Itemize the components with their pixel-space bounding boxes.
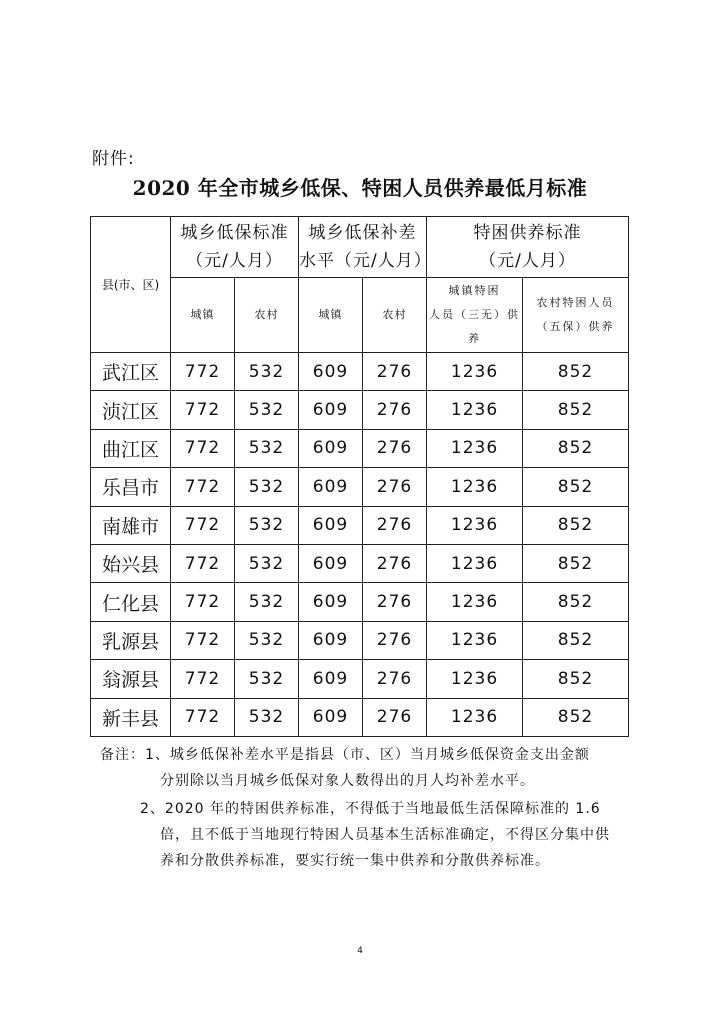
standards-table (90, 216, 629, 737)
county-cell: 始兴县 (91, 544, 171, 582)
subheader-line: 养 (468, 332, 482, 345)
value-cell: 276 (363, 698, 427, 736)
group-header-line: （元/人月） (479, 251, 576, 271)
value-cell: 772 (171, 660, 235, 698)
value-cell: 532 (235, 583, 299, 621)
table-row (91, 698, 629, 736)
table-row (91, 583, 629, 621)
value-cell: 852 (523, 506, 629, 544)
value-cell: 276 (363, 429, 427, 467)
subheader-rural: 农村 (363, 278, 427, 353)
county-cell: 浈江区 (91, 391, 171, 429)
value-cell: 852 (523, 698, 629, 736)
subheader-line: 农村特困人员 (536, 296, 615, 309)
value-cell: 1236 (427, 391, 523, 429)
table-row (91, 544, 629, 582)
subheader-urban: 城镇 (171, 278, 235, 353)
value-cell: 1236 (427, 660, 523, 698)
county-cell: 武江区 (91, 353, 171, 391)
value-cell: 609 (299, 429, 363, 467)
county-cell: 仁化县 (91, 583, 171, 621)
group-header-special-support (427, 217, 629, 278)
value-cell: 852 (523, 660, 629, 698)
value-cell: 772 (171, 506, 235, 544)
county-cell: 翁源县 (91, 660, 171, 698)
notes-section (100, 742, 630, 874)
value-cell: 532 (235, 391, 299, 429)
table-row (91, 353, 629, 391)
subheader-line: 人员（三无）供 (429, 308, 521, 321)
note-2-line: 2、2020 年的特困供养标准，不得低于当地最低生活保障标准的 1.6 (140, 801, 601, 817)
county-cell: 乳源县 (91, 621, 171, 659)
value-cell: 276 (363, 621, 427, 659)
value-cell: 1236 (427, 544, 523, 582)
value-cell: 1236 (427, 468, 523, 506)
value-cell: 276 (363, 660, 427, 698)
subheader-urban: 城镇 (299, 278, 363, 353)
table-row (91, 468, 629, 506)
county-cell: 乐昌市 (91, 468, 171, 506)
page-number: 4 (357, 946, 363, 956)
value-cell: 1236 (427, 506, 523, 544)
note-1-line: 备注：1、城乡低保补差水平是指县（市、区）当月城乡低保资金支出金额 (100, 747, 590, 763)
value-cell: 852 (523, 621, 629, 659)
value-cell: 532 (235, 660, 299, 698)
value-cell: 276 (363, 544, 427, 582)
table-row (91, 391, 629, 429)
note-1-continuation: 分别除以当月城乡低保对象人数得出的月人均补差水平。 (160, 773, 535, 789)
value-cell: 1236 (427, 698, 523, 736)
value-cell: 772 (171, 583, 235, 621)
value-cell: 609 (299, 353, 363, 391)
note-2-continuation: 养和分散供养标准，要实行统一集中供养和分散供养标准。 (160, 853, 550, 869)
value-cell: 532 (235, 468, 299, 506)
table-header-row-2 (91, 278, 629, 353)
value-cell: 276 (363, 506, 427, 544)
group-header-line: （元/人月） (186, 251, 283, 271)
value-cell: 609 (299, 506, 363, 544)
county-cell: 南雄市 (91, 506, 171, 544)
value-cell: 772 (171, 621, 235, 659)
note-2-continuation: 倍，且不低于当地现行特困人员基本生活标准确定，不得区分集中供 (160, 827, 610, 843)
value-cell: 852 (523, 429, 629, 467)
group-header-minimum-living-standard (171, 217, 299, 278)
value-cell: 532 (235, 429, 299, 467)
table-row (91, 429, 629, 467)
value-cell: 609 (299, 583, 363, 621)
value-cell: 772 (171, 391, 235, 429)
value-cell: 609 (299, 468, 363, 506)
value-cell: 852 (523, 391, 629, 429)
subheader-line: （五保）供养 (536, 320, 615, 333)
page-title: 2020 年全市城乡低保、特困人员供养最低月标准 (132, 176, 588, 200)
group-header-line: 特困供养标准 (473, 223, 582, 243)
subheader-urban-special (427, 278, 523, 353)
subheader-rural-special (523, 278, 629, 353)
value-cell: 532 (235, 544, 299, 582)
group-header-line: 城乡低保标准 (180, 223, 289, 243)
value-cell: 532 (235, 353, 299, 391)
value-cell: 609 (299, 391, 363, 429)
attachment-label: 附件: (92, 149, 135, 169)
value-cell: 772 (171, 468, 235, 506)
value-cell: 852 (523, 468, 629, 506)
table-row (91, 660, 629, 698)
value-cell: 772 (171, 353, 235, 391)
value-cell: 276 (363, 583, 427, 621)
value-cell: 1236 (427, 583, 523, 621)
table-row (91, 506, 629, 544)
value-cell: 852 (523, 583, 629, 621)
value-cell: 772 (171, 429, 235, 467)
subheader-rural: 农村 (235, 278, 299, 353)
group-header-line: 水平（元/人月） (299, 251, 432, 271)
value-cell: 772 (171, 544, 235, 582)
value-cell: 532 (235, 698, 299, 736)
value-cell: 532 (235, 621, 299, 659)
value-cell: 276 (363, 468, 427, 506)
value-cell: 609 (299, 621, 363, 659)
value-cell: 852 (523, 544, 629, 582)
group-header-line: 城乡低保补差 (308, 223, 417, 243)
value-cell: 609 (299, 660, 363, 698)
county-column-header: 县(市、区) (91, 217, 171, 353)
value-cell: 532 (235, 506, 299, 544)
group-header-subsidy-level (299, 217, 432, 278)
value-cell: 609 (299, 698, 363, 736)
value-cell: 1236 (427, 621, 523, 659)
value-cell: 276 (363, 353, 427, 391)
county-cell: 曲江区 (91, 429, 171, 467)
table-row (91, 621, 629, 659)
value-cell: 1236 (427, 429, 523, 467)
subheader-line: 城镇特困 (448, 284, 501, 297)
value-cell: 276 (363, 391, 427, 429)
table-header-row-1 (91, 217, 629, 278)
value-cell: 772 (171, 698, 235, 736)
value-cell: 1236 (427, 353, 523, 391)
value-cell: 852 (523, 353, 629, 391)
value-cell: 609 (299, 544, 363, 582)
county-cell: 新丰县 (91, 698, 171, 736)
